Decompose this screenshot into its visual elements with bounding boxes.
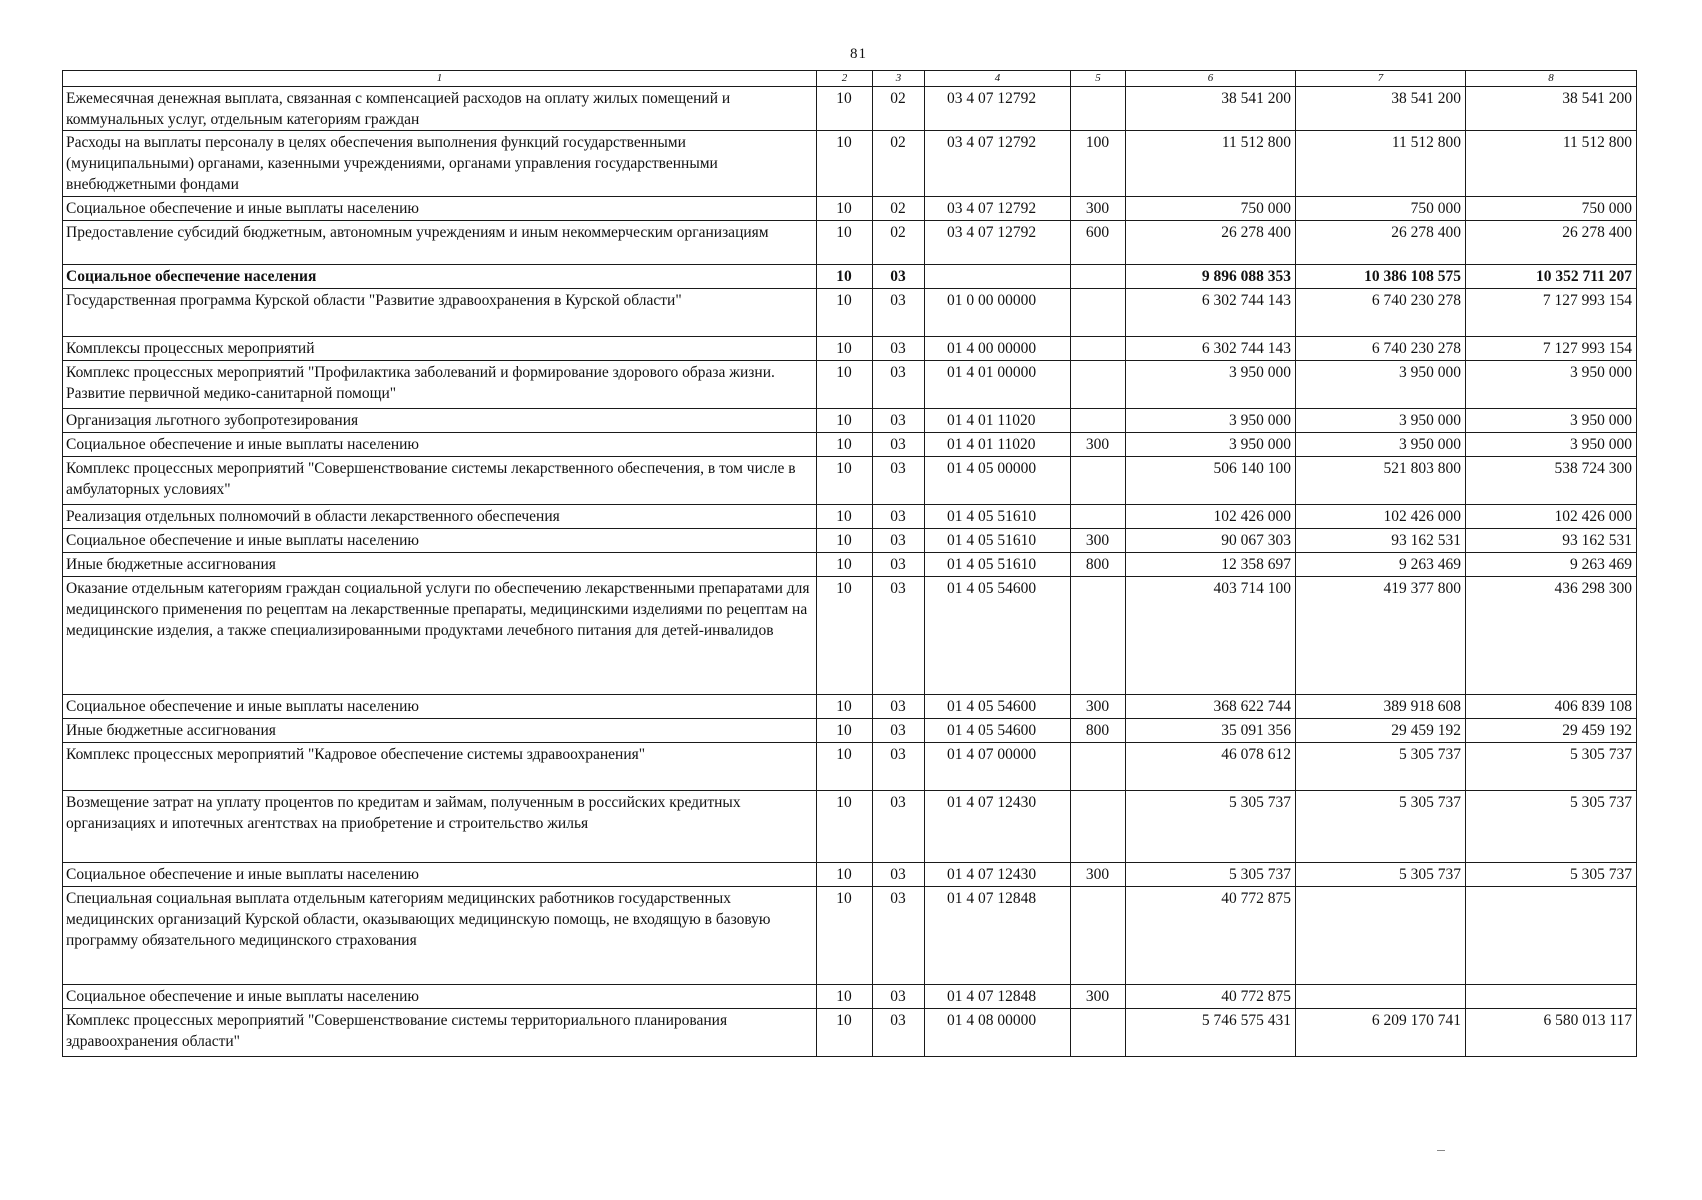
column-number: 2 xyxy=(817,71,873,87)
amount-year1-cell: 6 302 744 143 xyxy=(1126,337,1296,361)
amount-year1-cell: 403 714 100 xyxy=(1126,577,1296,695)
amount-year2-cell: 5 305 737 xyxy=(1296,863,1466,887)
amount-year3-cell: 102 426 000 xyxy=(1466,505,1637,529)
amount-year1-cell: 368 622 744 xyxy=(1126,695,1296,719)
amount-year1-cell: 40 772 875 xyxy=(1126,887,1296,985)
section-code-cell: 10 xyxy=(817,265,873,289)
subsection-code-cell: 03 xyxy=(873,863,925,887)
expense-type-cell xyxy=(1071,505,1126,529)
target-article-cell: 01 0 00 00000 xyxy=(925,289,1071,337)
amount-year2-cell: 389 918 608 xyxy=(1296,695,1466,719)
amount-year2-cell: 419 377 800 xyxy=(1296,577,1466,695)
amount-year2-cell: 29 459 192 xyxy=(1296,719,1466,743)
row-name-cell: Ежемесячная денежная выплата, связанная с компенсацией расходов на оплату жилых помещений и коммунальных услуг, отдельным категориям граждан xyxy=(63,87,817,131)
subsection-code-cell: 03 xyxy=(873,887,925,985)
expense-type-cell xyxy=(1071,791,1126,863)
expense-type-cell xyxy=(1071,361,1126,409)
amount-year1-cell: 3 950 000 xyxy=(1126,361,1296,409)
amount-year1-cell: 5 305 737 xyxy=(1126,863,1296,887)
row-name-cell: Социальное обеспечение населения xyxy=(63,265,817,289)
column-number: 6 xyxy=(1126,71,1296,87)
amount-year2-cell: 38 541 200 xyxy=(1296,87,1466,131)
section-code-cell: 10 xyxy=(817,505,873,529)
table-row xyxy=(63,743,1637,791)
expense-type-cell xyxy=(1071,337,1126,361)
table-row xyxy=(63,457,1637,505)
scan-mark xyxy=(1437,1150,1445,1151)
section-code-cell: 10 xyxy=(817,221,873,265)
table-row xyxy=(63,695,1637,719)
target-article-cell: 03 4 07 12792 xyxy=(925,87,1071,131)
amount-year2-cell: 3 950 000 xyxy=(1296,433,1466,457)
amount-year2-cell: 11 512 800 xyxy=(1296,131,1466,197)
amount-year2-cell: 3 950 000 xyxy=(1296,409,1466,433)
subsection-code-cell: 03 xyxy=(873,289,925,337)
amount-year1-cell: 35 091 356 xyxy=(1126,719,1296,743)
subsection-code-cell: 02 xyxy=(873,131,925,197)
row-name-cell: Организация льготного зубопротезирования xyxy=(63,409,817,433)
target-article-cell: 01 4 07 00000 xyxy=(925,743,1071,791)
amount-year3-cell: 5 305 737 xyxy=(1466,791,1637,863)
table-row xyxy=(63,289,1637,337)
subsection-code-cell: 02 xyxy=(873,87,925,131)
subsection-code-cell: 03 xyxy=(873,433,925,457)
amount-year2-cell: 3 950 000 xyxy=(1296,361,1466,409)
target-article-cell: 03 4 07 12792 xyxy=(925,221,1071,265)
expense-type-cell: 300 xyxy=(1071,985,1126,1009)
target-article-cell: 03 4 07 12792 xyxy=(925,197,1071,221)
row-name-cell: Социальное обеспечение и иные выплаты населению xyxy=(63,529,817,553)
expense-type-cell xyxy=(1071,289,1126,337)
row-name-cell: Комплекс процессных мероприятий "Профилактика заболеваний и формирование здорового образа жизни. Развитие первичной медико-санитарной помощи" xyxy=(63,361,817,409)
section-code-cell: 10 xyxy=(817,529,873,553)
budget-table xyxy=(62,70,1637,1057)
amount-year3-cell: 750 000 xyxy=(1466,197,1637,221)
amount-year3-cell: 93 162 531 xyxy=(1466,529,1637,553)
subsection-code-cell: 03 xyxy=(873,743,925,791)
row-name-cell: Комплексы процессных мероприятий xyxy=(63,337,817,361)
subsection-code-cell: 03 xyxy=(873,553,925,577)
subsection-code-cell: 03 xyxy=(873,457,925,505)
expense-type-cell xyxy=(1071,743,1126,791)
expense-type-cell: 800 xyxy=(1071,553,1126,577)
target-article-cell: 01 4 05 51610 xyxy=(925,529,1071,553)
target-article-cell: 01 4 05 54600 xyxy=(925,695,1071,719)
expense-type-cell: 300 xyxy=(1071,433,1126,457)
amount-year3-cell: 38 541 200 xyxy=(1466,87,1637,131)
amount-year2-cell: 5 305 737 xyxy=(1296,791,1466,863)
amount-year2-cell xyxy=(1296,887,1466,985)
amount-year3-cell xyxy=(1466,985,1637,1009)
expense-type-cell: 300 xyxy=(1071,197,1126,221)
subsection-code-cell: 03 xyxy=(873,695,925,719)
table-row xyxy=(63,409,1637,433)
section-code-cell: 10 xyxy=(817,887,873,985)
section-code-cell: 10 xyxy=(817,409,873,433)
target-article-cell: 01 4 01 11020 xyxy=(925,409,1071,433)
section-code-cell: 10 xyxy=(817,743,873,791)
subsection-code-cell: 03 xyxy=(873,1009,925,1057)
expense-type-cell xyxy=(1071,577,1126,695)
expense-type-cell: 300 xyxy=(1071,695,1126,719)
amount-year3-cell: 436 298 300 xyxy=(1466,577,1637,695)
target-article-cell: 01 4 05 00000 xyxy=(925,457,1071,505)
amount-year2-cell: 9 263 469 xyxy=(1296,553,1466,577)
expense-type-cell xyxy=(1071,409,1126,433)
amount-year3-cell: 538 724 300 xyxy=(1466,457,1637,505)
amount-year1-cell: 5 305 737 xyxy=(1126,791,1296,863)
amount-year1-cell: 750 000 xyxy=(1126,197,1296,221)
row-name-cell: Государственная программа Курской области "Развитие здравоохранения в Курской области" xyxy=(63,289,817,337)
row-name-cell: Комплекс процессных мероприятий "Совершенствование системы территориального планирования здравоохранения области" xyxy=(63,1009,817,1057)
expense-type-cell: 800 xyxy=(1071,719,1126,743)
amount-year1-cell: 90 067 303 xyxy=(1126,529,1296,553)
amount-year3-cell: 26 278 400 xyxy=(1466,221,1637,265)
section-code-cell: 10 xyxy=(817,863,873,887)
subsection-code-cell: 02 xyxy=(873,221,925,265)
section-code-cell: 10 xyxy=(817,791,873,863)
target-article-cell: 01 4 00 00000 xyxy=(925,337,1071,361)
amount-year2-cell: 750 000 xyxy=(1296,197,1466,221)
target-article-cell: 01 4 08 00000 xyxy=(925,1009,1071,1057)
subsection-code-cell: 03 xyxy=(873,577,925,695)
table-row xyxy=(63,505,1637,529)
amount-year1-cell: 38 541 200 xyxy=(1126,87,1296,131)
row-name-cell: Социальное обеспечение и иные выплаты населению xyxy=(63,863,817,887)
target-article-cell: 01 4 07 12848 xyxy=(925,985,1071,1009)
table-row xyxy=(63,87,1637,131)
section-code-cell: 10 xyxy=(817,337,873,361)
section-code-cell: 10 xyxy=(817,985,873,1009)
amount-year2-cell: 6 740 230 278 xyxy=(1296,289,1466,337)
amount-year2-cell: 6 209 170 741 xyxy=(1296,1009,1466,1057)
row-name-cell: Расходы на выплаты персоналу в целях обеспечения выполнения функций государственными (муниципальными) органами, казенными учреждениями, органами управления государственными внебюджетными фондами xyxy=(63,131,817,197)
table-body xyxy=(63,71,1637,1057)
amount-year2-cell xyxy=(1296,985,1466,1009)
subsection-code-cell: 03 xyxy=(873,337,925,361)
table-row xyxy=(63,433,1637,457)
amount-year3-cell: 3 950 000 xyxy=(1466,433,1637,457)
amount-year2-cell: 102 426 000 xyxy=(1296,505,1466,529)
row-name-cell: Оказание отдельным категориям граждан социальной услуги по обеспечению лекарственными препаратами для медицинского применения по рецептам на лекарственные препараты, медицинскими изделиями по рецептам на медицинские изделия, а также специализированными продуктами лечебного питания для детей-инвалидов xyxy=(63,577,817,695)
expense-type-cell: 100 xyxy=(1071,131,1126,197)
row-name-cell: Социальное обеспечение и иные выплаты населению xyxy=(63,695,817,719)
section-code-cell: 10 xyxy=(817,577,873,695)
section-code-cell: 10 xyxy=(817,289,873,337)
amount-year1-cell: 3 950 000 xyxy=(1126,409,1296,433)
amount-year3-cell: 3 950 000 xyxy=(1466,361,1637,409)
table-row xyxy=(63,529,1637,553)
table-row xyxy=(63,265,1637,289)
column-number-row xyxy=(63,71,1637,87)
row-name-cell: Социальное обеспечение и иные выплаты населению xyxy=(63,197,817,221)
target-article-cell: 01 4 07 12430 xyxy=(925,791,1071,863)
column-number: 4 xyxy=(925,71,1071,87)
expense-type-cell: 300 xyxy=(1071,863,1126,887)
target-article-cell: 01 4 01 00000 xyxy=(925,361,1071,409)
section-code-cell: 10 xyxy=(817,695,873,719)
target-article-cell: 01 4 05 51610 xyxy=(925,553,1071,577)
subsection-code-cell: 02 xyxy=(873,197,925,221)
page-number: 81 xyxy=(850,46,867,62)
row-name-cell: Иные бюджетные ассигнования xyxy=(63,719,817,743)
target-article-cell: 01 4 05 51610 xyxy=(925,505,1071,529)
target-article-cell: 01 4 07 12430 xyxy=(925,863,1071,887)
expense-type-cell xyxy=(1071,1009,1126,1057)
table-row xyxy=(63,553,1637,577)
table-row xyxy=(63,197,1637,221)
subsection-code-cell: 03 xyxy=(873,361,925,409)
amount-year3-cell: 406 839 108 xyxy=(1466,695,1637,719)
row-name-cell: Предоставление субсидий бюджетным, автономным учреждениям и иным некоммерческим организациям xyxy=(63,221,817,265)
expense-type-cell xyxy=(1071,265,1126,289)
amount-year3-cell: 6 580 013 117 xyxy=(1466,1009,1637,1057)
amount-year3-cell: 10 352 711 207 xyxy=(1466,265,1637,289)
section-code-cell: 10 xyxy=(817,361,873,409)
row-name-cell: Реализация отдельных полномочий в области лекарственного обеспечения xyxy=(63,505,817,529)
amount-year1-cell: 102 426 000 xyxy=(1126,505,1296,529)
amount-year3-cell: 29 459 192 xyxy=(1466,719,1637,743)
subsection-code-cell: 03 xyxy=(873,791,925,863)
table-row xyxy=(63,791,1637,863)
subsection-code-cell: 03 xyxy=(873,505,925,529)
row-name-cell: Комплекс процессных мероприятий "Совершенствование системы лекарственного обеспечения, в том числе в амбулаторных условиях" xyxy=(63,457,817,505)
section-code-cell: 10 xyxy=(817,719,873,743)
row-name-cell: Социальное обеспечение и иные выплаты населению xyxy=(63,433,817,457)
amount-year2-cell: 10 386 108 575 xyxy=(1296,265,1466,289)
column-number: 7 xyxy=(1296,71,1466,87)
table-row xyxy=(63,577,1637,695)
section-code-cell: 10 xyxy=(817,1009,873,1057)
amount-year2-cell: 6 740 230 278 xyxy=(1296,337,1466,361)
table-row xyxy=(63,361,1637,409)
amount-year1-cell: 11 512 800 xyxy=(1126,131,1296,197)
amount-year1-cell: 5 746 575 431 xyxy=(1126,1009,1296,1057)
table-row xyxy=(63,131,1637,197)
target-article-cell: 01 4 05 54600 xyxy=(925,577,1071,695)
table-row xyxy=(63,1009,1637,1057)
subsection-code-cell: 03 xyxy=(873,529,925,553)
row-name-cell: Комплекс процессных мероприятий "Кадровое обеспечение системы здравоохранения" xyxy=(63,743,817,791)
amount-year2-cell: 93 162 531 xyxy=(1296,529,1466,553)
amount-year1-cell: 12 358 697 xyxy=(1126,553,1296,577)
expense-type-cell: 300 xyxy=(1071,529,1126,553)
row-name-cell: Специальная социальная выплата отдельным категориям медицинских работников государственных медицинских организаций Курской области, оказывающих медицинскую помощь, не входящую в базовую программу обязательного медицинского страхования xyxy=(63,887,817,985)
amount-year1-cell: 46 078 612 xyxy=(1126,743,1296,791)
section-code-cell: 10 xyxy=(817,433,873,457)
column-number: 3 xyxy=(873,71,925,87)
subsection-code-cell: 03 xyxy=(873,719,925,743)
table-row xyxy=(63,337,1637,361)
section-code-cell: 10 xyxy=(817,131,873,197)
column-number: 1 xyxy=(63,71,817,87)
amount-year1-cell: 40 772 875 xyxy=(1126,985,1296,1009)
amount-year3-cell: 7 127 993 154 xyxy=(1466,337,1637,361)
amount-year1-cell: 3 950 000 xyxy=(1126,433,1296,457)
amount-year2-cell: 26 278 400 xyxy=(1296,221,1466,265)
section-code-cell: 10 xyxy=(817,457,873,505)
expense-type-cell: 600 xyxy=(1071,221,1126,265)
amount-year1-cell: 6 302 744 143 xyxy=(1126,289,1296,337)
amount-year3-cell xyxy=(1466,887,1637,985)
column-number: 5 xyxy=(1071,71,1126,87)
section-code-cell: 10 xyxy=(817,553,873,577)
subsection-code-cell: 03 xyxy=(873,409,925,433)
section-code-cell: 10 xyxy=(817,87,873,131)
amount-year3-cell: 3 950 000 xyxy=(1466,409,1637,433)
amount-year3-cell: 9 263 469 xyxy=(1466,553,1637,577)
target-article-cell xyxy=(925,265,1071,289)
table-row xyxy=(63,221,1637,265)
amount-year1-cell: 9 896 088 353 xyxy=(1126,265,1296,289)
amount-year1-cell: 506 140 100 xyxy=(1126,457,1296,505)
amount-year2-cell: 521 803 800 xyxy=(1296,457,1466,505)
target-article-cell: 01 4 01 11020 xyxy=(925,433,1071,457)
target-article-cell: 01 4 07 12848 xyxy=(925,887,1071,985)
expense-type-cell xyxy=(1071,457,1126,505)
amount-year3-cell: 11 512 800 xyxy=(1466,131,1637,197)
expense-type-cell xyxy=(1071,87,1126,131)
target-article-cell: 03 4 07 12792 xyxy=(925,131,1071,197)
table-row xyxy=(63,887,1637,985)
row-name-cell: Иные бюджетные ассигнования xyxy=(63,553,817,577)
amount-year3-cell: 5 305 737 xyxy=(1466,743,1637,791)
amount-year2-cell: 5 305 737 xyxy=(1296,743,1466,791)
column-number: 8 xyxy=(1466,71,1637,87)
table-row xyxy=(63,863,1637,887)
amount-year3-cell: 5 305 737 xyxy=(1466,863,1637,887)
amount-year1-cell: 26 278 400 xyxy=(1126,221,1296,265)
target-article-cell: 01 4 05 54600 xyxy=(925,719,1071,743)
expense-type-cell xyxy=(1071,887,1126,985)
subsection-code-cell: 03 xyxy=(873,985,925,1009)
section-code-cell: 10 xyxy=(817,197,873,221)
table-row xyxy=(63,985,1637,1009)
table-row xyxy=(63,719,1637,743)
row-name-cell: Возмещение затрат на уплату процентов по кредитам и займам, полученным в российских кредитных организациях и ипотечных агентствах на приобретение и строительство жилья xyxy=(63,791,817,863)
amount-year3-cell: 7 127 993 154 xyxy=(1466,289,1637,337)
subsection-code-cell: 03 xyxy=(873,265,925,289)
row-name-cell: Социальное обеспечение и иные выплаты населению xyxy=(63,985,817,1009)
